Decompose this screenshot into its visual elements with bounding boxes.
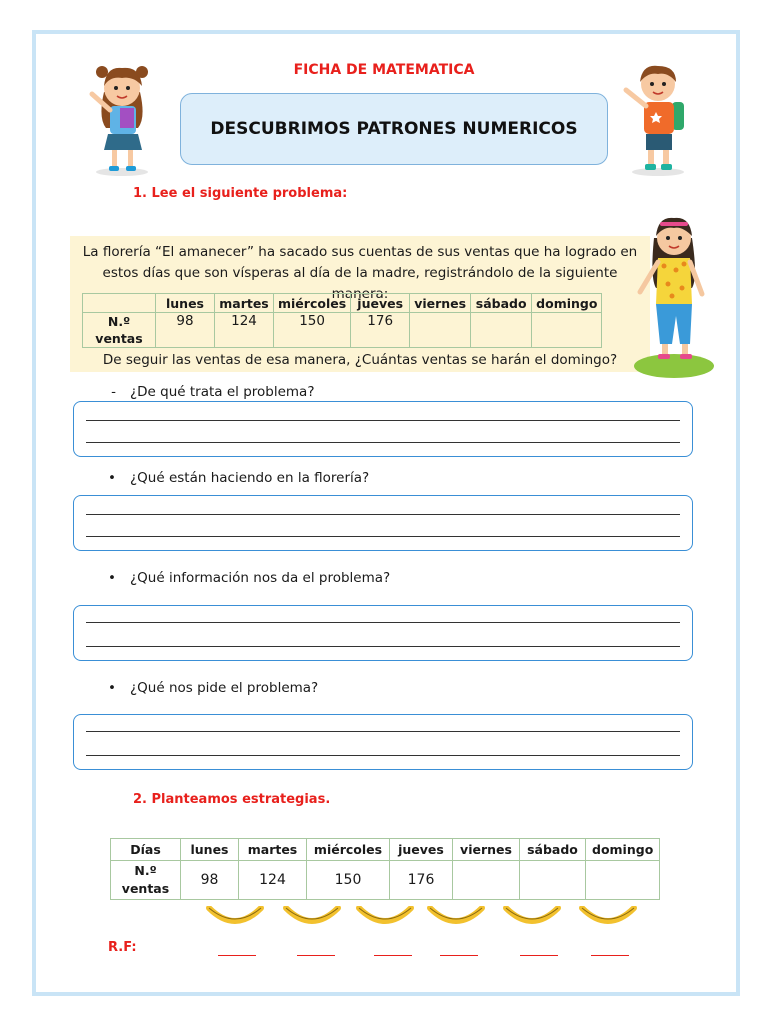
table-cell (410, 313, 471, 348)
problem-question: De seguir las ventas de esa manera, ¿Cuántas ventas se harán el domingo? (102, 352, 618, 368)
answer-box-1[interactable] (73, 401, 693, 457)
answer-box-3[interactable] (73, 605, 693, 661)
table-cell: 150 (274, 313, 351, 348)
table-cell: 98 (181, 861, 239, 900)
question-bullet: • (108, 470, 116, 486)
answer-line (86, 755, 680, 756)
table-header-cell (83, 294, 156, 313)
rf-blank-2[interactable] (297, 955, 335, 956)
question-text: ¿Qué están haciendo en la florería? (130, 470, 370, 486)
question-bullet: • (108, 570, 116, 586)
boy-with-backpack-illustration (618, 58, 694, 178)
table-row (111, 861, 660, 900)
problem-line-2: estos días que son vísperas al día de la madre, registrándolo de la siguiente manera: (102, 265, 618, 302)
problem-box (70, 236, 650, 372)
section-2-heading: 2. Planteamos estrategias. (133, 792, 331, 807)
table-header-cell: lunes (181, 839, 239, 861)
table-row (83, 313, 602, 348)
problem-line-1: La florería “El amanecer” ha sacado sus cuentas de sus ventas que ha logrado en (82, 244, 638, 260)
answer-box-2[interactable] (73, 495, 693, 551)
question-text: ¿Qué información nos da el problema? (130, 570, 391, 586)
jump-arc-4 (427, 906, 485, 926)
table-header-cell: jueves (390, 839, 453, 861)
worksheet-title: FICHA DE MATEMATICA (293, 62, 475, 78)
table-header-cell: sábado (520, 839, 586, 861)
answer-line (86, 731, 680, 732)
jump-arc-2 (283, 906, 341, 926)
rf-blank-6[interactable] (591, 955, 629, 956)
table-header-cell: viernes (453, 839, 520, 861)
rf-blank-4[interactable] (440, 955, 478, 956)
sales-table-2 (110, 838, 660, 900)
table-cell: 98 (156, 313, 215, 348)
row-label-line-1: N.º (107, 314, 131, 329)
table-header-row (83, 294, 602, 313)
table-cell (520, 861, 586, 900)
girl-standing-illustration (626, 208, 720, 380)
row-label (111, 861, 181, 900)
table-header-cell: Días (111, 839, 181, 861)
answer-line (86, 514, 680, 515)
question-4 (40, 680, 680, 696)
rf-blank-5[interactable] (520, 955, 558, 956)
table-header-row (111, 839, 660, 861)
question-1 (40, 384, 680, 400)
table-header-cell: martes (239, 839, 307, 861)
row-label-line-2: ventas (95, 331, 143, 346)
girl-with-book-illustration (84, 58, 164, 178)
question-bullet: • (108, 680, 116, 696)
table-cell: 176 (351, 313, 410, 348)
table-cell: 124 (239, 861, 307, 900)
answer-line (86, 442, 680, 443)
answer-box-4[interactable] (73, 714, 693, 770)
question-text: ¿De qué trata el problema? (130, 384, 315, 400)
table-cell: 124 (215, 313, 274, 348)
table-header-cell: domingo (586, 839, 660, 861)
answer-line (86, 536, 680, 537)
table-header-cell: lunes (156, 294, 215, 313)
jump-arc-6 (579, 906, 637, 926)
table-cell (471, 313, 532, 348)
question-bullet: - (111, 384, 116, 400)
jump-arc-5 (503, 906, 561, 926)
sales-table-1 (82, 293, 602, 348)
table-cell: 176 (390, 861, 453, 900)
rf-blank-3[interactable] (374, 955, 412, 956)
row-label (83, 313, 156, 348)
question-text: ¿Qué nos pide el problema? (130, 680, 319, 696)
table-header-cell: miércoles (274, 294, 351, 313)
question-3 (40, 570, 680, 586)
table-cell (532, 313, 602, 348)
table-header-cell: miércoles (307, 839, 390, 861)
row-label-line-1: N.º (134, 863, 157, 878)
rf-label: R.F: (108, 940, 137, 955)
answer-line (86, 420, 680, 421)
rf-blank-1[interactable] (218, 955, 256, 956)
answer-line (86, 646, 680, 647)
jump-arc-1 (206, 906, 264, 926)
row-label-line-2: ventas (121, 881, 170, 896)
table-header-cell: domingo (532, 294, 602, 313)
table-header-cell: sábado (471, 294, 532, 313)
section-1-heading: 1. Lee el siguiente problema: (133, 186, 348, 201)
answer-line (86, 622, 680, 623)
table-cell (453, 861, 520, 900)
table-header-cell: jueves (351, 294, 410, 313)
question-2 (40, 470, 680, 486)
table-header-cell: martes (215, 294, 274, 313)
table-cell (586, 861, 660, 900)
main-title: DESCUBRIMOS PATRONES NUMERICOS (180, 93, 608, 165)
table-cell: 150 (307, 861, 390, 900)
jump-arc-3 (356, 906, 414, 926)
table-header-cell: viernes (410, 294, 471, 313)
